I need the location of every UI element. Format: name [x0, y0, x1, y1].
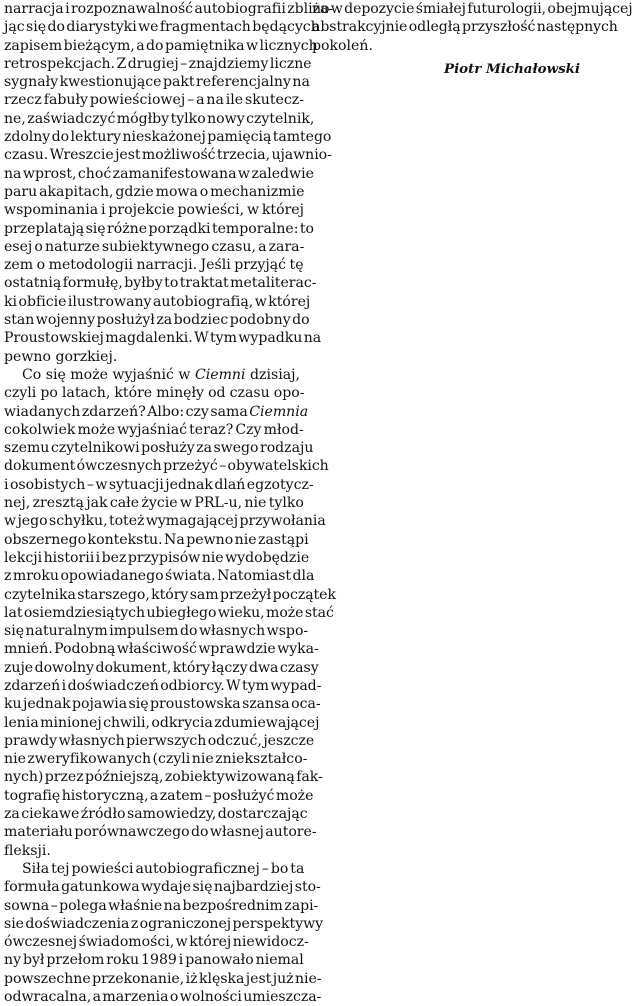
text-line: czytelnika starszego, który sam przeżył początek: [4, 586, 336, 603]
text-line: retrospekcjach. Z drugiej – znajdziemy liczne: [4, 55, 312, 72]
text-line: prawdy własnych pierwszych odczuć, jeszcze: [4, 732, 315, 749]
text-line: czyli po latach, które minęły od czasu opo-: [4, 385, 305, 402]
text-line: zdarzeń i doświadczeń odbiorcy. W tym wypad-: [4, 677, 322, 694]
right-column: [312, 0, 633, 79]
book-title: Ciemni: [194, 366, 246, 383]
text-line: odwracalna, a marzenia o wolności umieszcza-: [4, 989, 322, 1006]
text-line: i osobistych – w sytuacji jednak dlań egzotycz-: [4, 476, 314, 493]
text-line: sygnały kwestionujące pakt referencjalny na: [4, 74, 310, 91]
text-line: szemu czytelnikowi posłuży za swego rodzaju: [4, 440, 314, 457]
text-line: rzecz fabuły powieściowej – a na ile skutecz-: [4, 92, 304, 109]
text-line: jąc się do diarystyki we fragmentach będących: [4, 19, 320, 36]
text-line: się naturalnym impulsem do własnych wspo-: [4, 623, 309, 640]
text-line: narracja i rozpoznawalność autobiografii zbliża-: [4, 1, 334, 17]
text-line: czasu. Wreszcie jest możliwość trzecia, ujawnio-: [4, 147, 332, 164]
text-line: ostatnią formułę, byłby to traktat metaliterac-: [4, 275, 317, 292]
text-line: dokument ówczesnych przeżyć – obywatelskich: [4, 458, 329, 475]
text-line: tografię historyczną, a zatem – posłużyć może: [4, 787, 314, 804]
text-line: nej, zresztą jak całe życie w PRL-u, nie tylko: [4, 495, 304, 512]
text-line: ki obficie ilustrowany autobiografią, w której: [4, 293, 311, 310]
text-line: sowna – polega właśnie na bezpośrednim zapi-: [4, 897, 319, 914]
paragraph-1: [4, 0, 334, 366]
text-line: ny był przełom roku 1989 i panowało niemal: [4, 952, 304, 969]
text-line: zem o metodologii narracji. Jeśli przyjąć tę: [4, 257, 304, 274]
text-line: Co się może wyjaśnić w Ciemni dzisiaj,: [22, 366, 300, 383]
text-line: z mroku opowiadanego świata. Natomiast dla: [4, 568, 315, 585]
text-line: nie zweryfikowanych (czyli nie zniekształco-: [4, 751, 308, 768]
text-line: powszechne przekonanie, iż klęska jest już nie-: [4, 970, 322, 987]
text-line: w jego schyłku, toteż wymagającej przywołania: [4, 513, 326, 530]
text-line: zdolny do lektury nieskażonej pamięcią tamtego: [4, 129, 332, 146]
text-line: pewno gorzkiej.: [4, 348, 118, 365]
text-line: wiadanych zdarzeń? Albo: czy sama Ciemnia: [4, 403, 309, 420]
left-column: [4, 0, 336, 1006]
text-line: przeplatają się różne porządki temporalne: to: [4, 220, 315, 237]
text-line: materiału porównawczego do własnej autore-: [4, 824, 317, 841]
text-line: ówczesnej świadomości, w której niewidocz-: [4, 934, 309, 951]
text-line: stan wojenny posłużył za bodziec podobny do: [4, 312, 310, 329]
text-line: cokolwiek może wyjaśniać teraz? Czy młod-: [4, 421, 304, 438]
text-line: formuła gatunkowa wydaje się najbardziej sto-: [4, 879, 321, 896]
text-line: no w depozycie śmiałej futurologii, obejmującej: [312, 1, 633, 17]
book-title: Ciemnia: [249, 403, 309, 420]
text-line: lenia minionej chwili, odkrycia zdumiewającej: [4, 714, 320, 731]
text-line: Siła tej powieści autobiograficznej – bo ta: [22, 860, 305, 877]
author-signature: Piotr Michałowski: [444, 60, 580, 77]
text-line: ne, zaświadczyć mógłby tylko nowy czytelnik,: [4, 110, 315, 127]
text-line: esej o naturze subiektywnego czasu, a zara-: [4, 238, 305, 255]
text-line: pokoleń.: [312, 37, 373, 54]
paragraph-continuation: [312, 0, 633, 55]
text-line: za ciekawe źródło samowiedzy, dostarczając: [4, 806, 308, 823]
text-line: ku jednak pojawia się proustowska szansa oca-: [4, 696, 321, 713]
paragraph-3: [4, 860, 324, 1006]
text-line: lekcji historii i bez przypisów nie wydobędzie: [4, 549, 310, 566]
text-line: lat osiemdziesiątych ubiegłego wieku, może stać: [4, 604, 334, 621]
paragraph-2: [4, 366, 336, 860]
text-line: fleksji.: [4, 842, 51, 859]
text-line: Proustowskiej magdalenki. W tym wypadku na: [4, 330, 322, 347]
text-line: wspominania i projekcie powieści, w której: [4, 202, 305, 219]
text-line: zuje dowolny dokument, który łączy dwa czasy: [4, 659, 319, 676]
text-line: mnień. Podobną właściwość wprawdzie wyka-: [4, 641, 319, 658]
text-line: zapisem bieżącym, a do pamiętnika w licznych: [4, 37, 318, 54]
text-line: nych) przez późniejszą, zobiektywizowaną fak-: [4, 769, 323, 786]
text-line: abstrakcyjnie odległą przyszłość następnych: [312, 19, 618, 36]
text-line: obszernego kontekstu. Na pewno nie zastąpi: [4, 531, 309, 548]
text-line: sie doświadczenia z ograniczonej perspektywy: [4, 915, 324, 932]
text-line: paru akapitach, gdzie mowa o mechanizmie: [4, 183, 305, 200]
text-line: na wprost, choć zamanifestowana w zaledwie: [4, 165, 314, 182]
